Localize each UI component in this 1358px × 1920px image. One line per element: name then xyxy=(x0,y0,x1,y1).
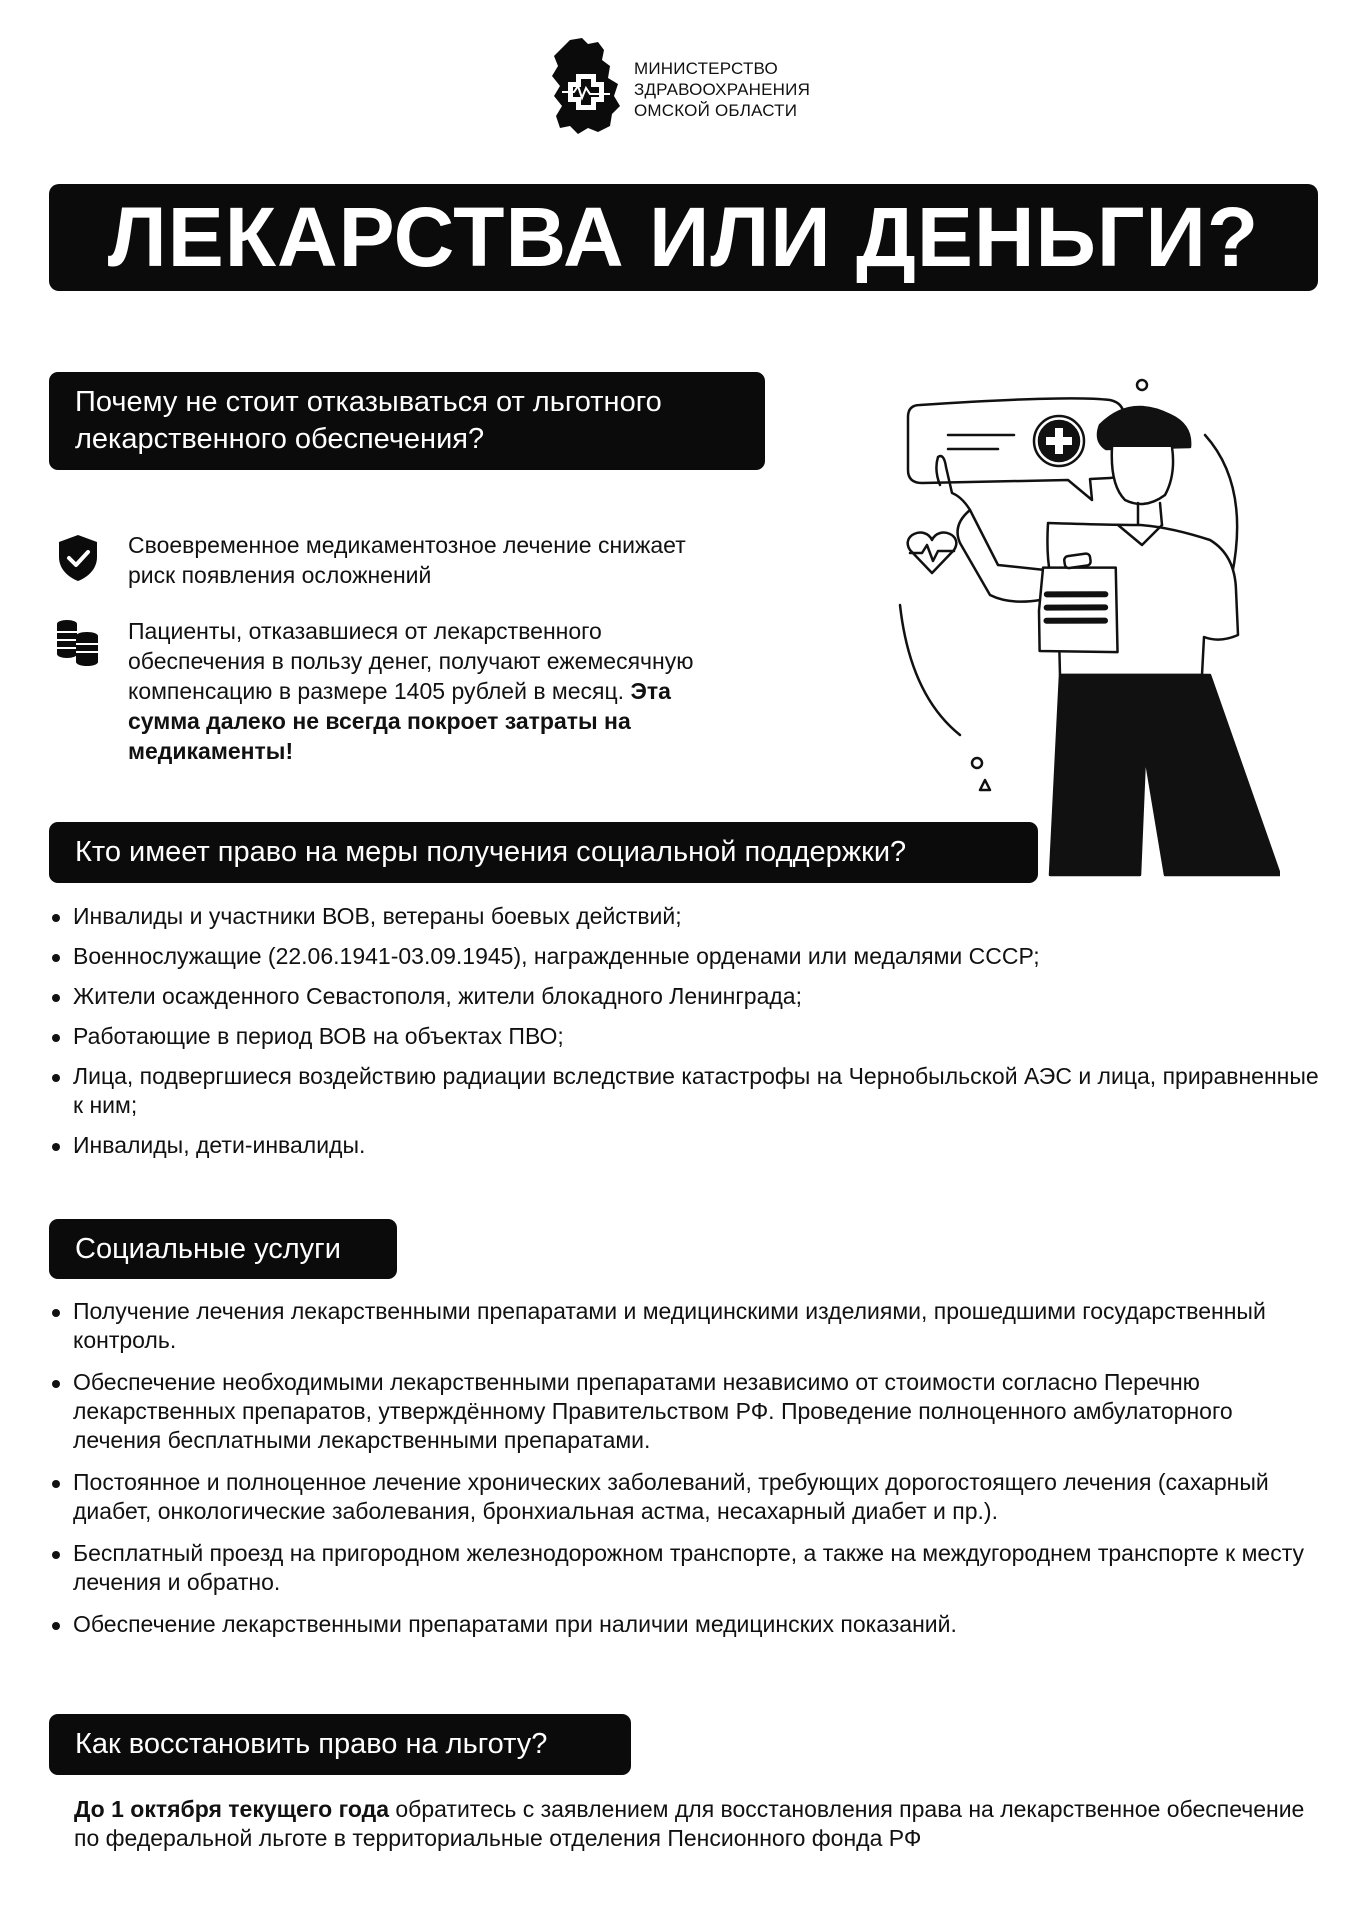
list-item: Постоянное и полноценное лечение хронических заболеваний, требующих дорогостоящего лечения (сахарный диабет, онкологические заболевания, бронхиальная астма, несахарный диабет и пр.). xyxy=(49,1468,1319,1526)
list-item: Инвалиды и участники ВОВ, ветераны боевых действий; xyxy=(49,902,1319,931)
list-item: Военнослужащие (22.06.1941-03.09.1945), награжденные орденами или медалями СССР; xyxy=(49,942,1319,971)
section-why-heading-line-1: Почему не стоит отказываться от льготного xyxy=(75,386,662,418)
list-item: Лица, подвергшиеся воздействию радиации вследствие катастрофы на Чернобыльской АЭС и лица, приравненные к ним; xyxy=(49,1062,1319,1120)
feature-text-2-bold: Эта сумма далеко не всегда покроет затраты на медикаменты! xyxy=(128,678,671,764)
section-restore-heading: Как восстановить право на льготу? xyxy=(49,1714,631,1775)
section-who-heading: Кто имеет право на меры получения социальной поддержки? xyxy=(49,822,1038,883)
eligibility-list xyxy=(49,902,1319,1171)
feature-text-2 xyxy=(128,616,728,766)
page-title: ЛЕКАРСТВА ИЛИ ДЕНЬГИ? xyxy=(107,190,1260,284)
list-item: Получение лечения лекарственными препаратами и медицинскими изделиями, прошедшими государственный контроль. xyxy=(49,1297,1319,1355)
list-item: Бесплатный проезд на пригородном железнодорожном транспорте, а также на междугороднем транспорте к месту лечения и обратно. xyxy=(49,1539,1319,1597)
restore-deadline: До 1 октября текущего года xyxy=(74,1796,389,1822)
ministry-name xyxy=(634,58,810,121)
ministry-line-1: МИНИСТЕРСТВО xyxy=(634,59,778,78)
ministry-logo-icon xyxy=(548,36,624,136)
feature-text-1: Своевременное медикаментозное лечение снижает риск появления осложнений xyxy=(128,532,686,588)
ministry-line-2: ЗДРАВООХРАНЕНИЯ xyxy=(634,80,811,99)
feature-text-2-regular: Пациенты, отказавшиеся от лекарственного обеспечения в пользу денег, получают ежемесячную компенсацию в размере 1405 рублей в месяц. xyxy=(128,618,694,704)
list-item: Обеспечение необходимыми лекарственными препаратами независимо от стоимости согласно Перечню лекарственных препаратов, утверждённому Правительством РФ. Проведение полноценного амбулаторного лечения бесплатными лекарственными препаратами. xyxy=(49,1368,1319,1455)
list-item: Обеспечение лекарственными препаратами при наличии медицинских показаний. xyxy=(49,1610,1319,1639)
ministry-line-3: ОМСКОЙ ОБЛАСТИ xyxy=(634,101,798,120)
services-list xyxy=(49,1297,1319,1652)
section-why-heading-line-2: лекарственного обеспечения? xyxy=(75,423,485,455)
restore-instructions xyxy=(74,1795,1324,1853)
title-banner xyxy=(49,184,1318,291)
shield-check-icon xyxy=(55,533,101,583)
list-item: Работающие в период ВОВ на объектах ПВО; xyxy=(49,1022,1319,1051)
restore-text: обратитесь с заявлением для восстановления права на лекарственное обеспечение по федеральной льготе в территориальные отделения Пенсионного фонда РФ xyxy=(74,1796,1305,1851)
list-item: Жители осажденного Севастополя, жители блокадного Ленинграда; xyxy=(49,982,1319,1011)
doctor-with-clipboard-illustration xyxy=(880,375,1280,885)
list-item: Инвалиды, дети-инвалиды. xyxy=(49,1131,1319,1160)
section-why-heading xyxy=(49,372,765,470)
section-services-heading: Социальные услуги xyxy=(49,1219,397,1279)
coins-stack-icon xyxy=(55,618,101,668)
